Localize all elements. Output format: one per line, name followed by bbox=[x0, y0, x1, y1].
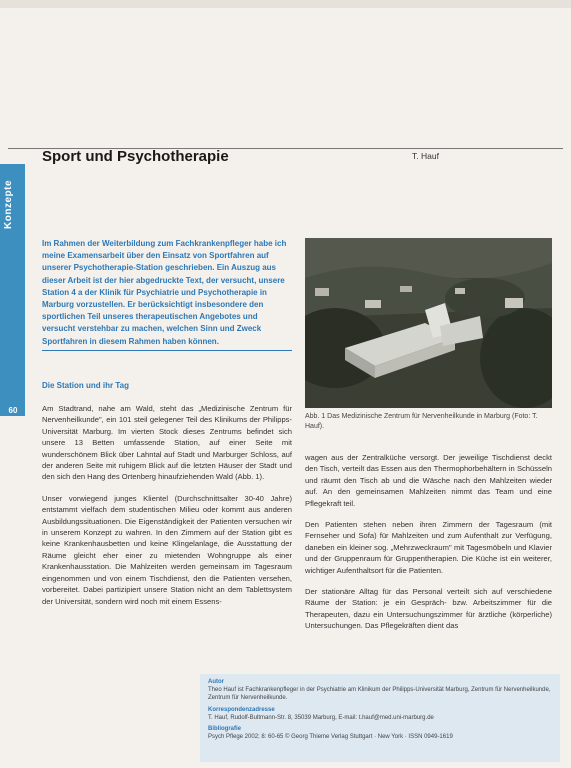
info-text: Theo Hauf ist Fachkrankenpfleger in der Psychiatrie am Klinikum der Philipps-Universität Marburg, Zentrum für Nervenheilkunde, Zentrum für Nervenheilkunde. bbox=[208, 687, 551, 702]
abstract-rule bbox=[42, 350, 292, 351]
bibliography-heading: Bibliografie bbox=[208, 726, 242, 733]
author-name: T. Hauf bbox=[412, 151, 439, 161]
abstract: Im Rahmen der Weiterbildung zum Fachkrankenpfleger habe ich meine Examensarbeit über den Einsatz von Sportfahren auf unserer Psychotherapie-Station geschrieben. Ein Auszug aus dieser Arbeit ist der hier abgedruckte Text, der versucht, unsere Station 4 a der Klinik für Psychiatrie und Psychotherapie in Marburg vorzustellen. Er berücksichtigt insbesondere den sportlichen Teil unseres therapeutischen Angebotes und versucht verstehbar zu machen, welchen Sinn und Zweck Sportfahren in diesem Rahmen haben können. bbox=[42, 239, 287, 346]
article-title: Sport und Psychotherapie bbox=[42, 148, 229, 165]
address-heading: Korrespondenzadresse bbox=[208, 706, 275, 713]
sidebar-label: Konzepte bbox=[3, 180, 14, 229]
left-column bbox=[42, 403, 292, 617]
bibliography-text: Psych Pflege 2002; 8: 60-65 © Georg Thieme Verlag Stuttgart · New York · ISSN 0949-1619 bbox=[208, 734, 453, 741]
paragraph: Den Patienten stehen neben ihren Zimmern der Tagesraum (mit Fernseher und Sofa) für Mahlzeiten und zum Aufenthalt zur Verfügung, daneben ein kleiner sog. „Mehrzweckraum" mit Tagesmöbeln und Klavier und der Gruppenraum für Gruppentherapien. Die Küche ist ein weiterer, wichtiger Aufenthaltsort für die Patienten. bbox=[305, 520, 552, 575]
figure-caption: Abb. 1 Das Medizinische Zentrum für Nervenheilkunde in Marburg (Foto: T. Hauf). bbox=[305, 413, 538, 430]
paragraph: Am Stadtrand, nahe am Wald, steht das „Medizinische Zentrum für Nervenheilkunde", ein 101 steil gelegener Teil des Klinikums der Philipps-Universität Marburg. Im vierten Stock dieses Zentrums befindet sich unsere 13 Betten umfassende Station, auf einer Seite mit wunderschönem Blick über Lahntal auf Stadt und Marburger Schloss, auf der anderen Seite mit ruhigem Blick auf die letzten Häuser der Stadt und den sich den Hang des Ortenberg hinaufziehenden Wald (Abb. 1). bbox=[42, 404, 292, 482]
page-number: 60 bbox=[8, 406, 18, 415]
address-text: T. Hauf, Rudolf-Bultmann-Str. 8, 35039 Marburg, E-mail: t.hauf@med.uni-marburg.de bbox=[208, 714, 434, 721]
paragraph: Der stationäre Alltag für das Personal verteilt sich auf verschiedene Räume der Station: je ein Gespräch- bzw. Arbeitszimmer für die Therapeuten, dazu ein Untersuchungszimmer für ärztliche (körperliche) Untersuchungen. Das Pflegekräften dient das bbox=[305, 587, 552, 631]
section-heading: Die Station und ihr Tag bbox=[42, 381, 129, 390]
info-box bbox=[200, 674, 560, 762]
paragraph: wagen aus der Zentralküche versorgt. Der jeweilige Tischdienst deckt den Tisch, verteilt das Essen aus den Thermophorbehältern in Schüsseln und räumt den Tisch ab und die Wäsche nach den Mahlzeiten wieder auf. An den gemeinsamen Mahlzeiten nimmt das Team und eine Pflegekraft teil. bbox=[305, 453, 552, 508]
right-column bbox=[305, 452, 552, 642]
info-heading: Autor bbox=[208, 679, 224, 685]
building-photo bbox=[305, 238, 552, 408]
paragraph: Unser vorwiegend junges Klientel (Durchschnittsalter 30-40 Jahre) entstammt vielfach dem studentischen Milieu oder kommt aus anderen Ausbildungssituationen. Die Eigenständigkeit der Patienten versuchen wir in unserem Konzept zu wahren. In den Zimmern auf der Station gibt es keine Krankenhausbetten und keine Klingelanlage, die Ausstattung der Räume gleicht eher einer zu mietenden Wohngruppe als einer Krankenhausstation. Die Mahlzeiten werden gemeinsam im Tagesraum eingenommen und von einem Tischdienst, den die Patienten versehen, vorbereitet. Dabei partizipiert unsere Station nicht an dem Tablettsystem der Universität, sondern wird noch mit einem Essens- bbox=[42, 493, 292, 606]
page-shadow bbox=[0, 0, 571, 8]
